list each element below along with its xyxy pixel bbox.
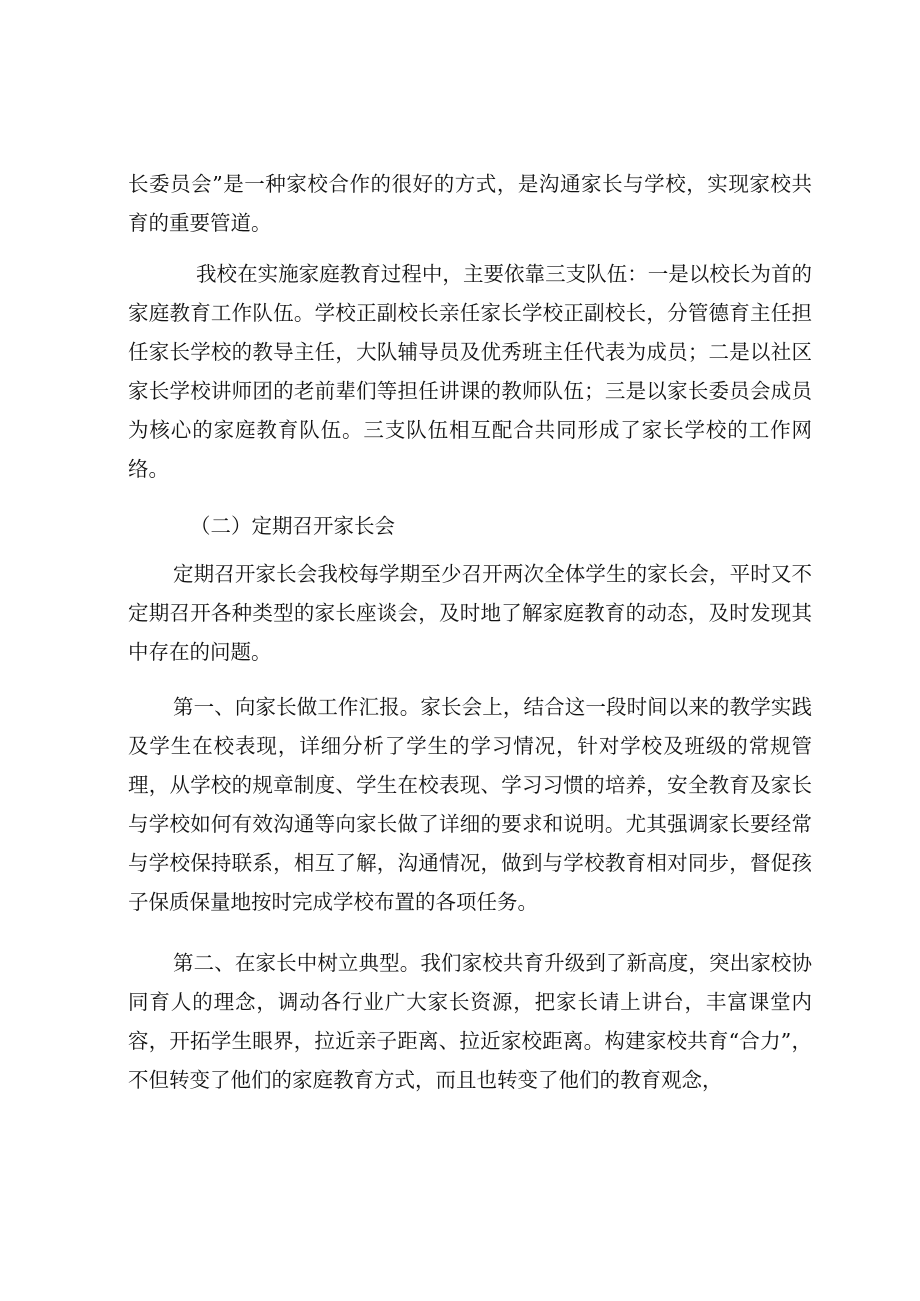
paragraph-role-models: 第二、在家长中树立典型。我们家校共育升级到了新高度，突出家校协同育人的理念，调动各行业广大家长资源，把家长请上讲台，丰富课堂内容，开拓学生眼界，拉近亲子距离、拉近家校距离。构建家校共育“合力”，不但转变了他们的家庭教育方式，而且也转变了他们的教育观念，: [128, 951, 812, 1092]
section-heading-parent-meetings: （二）定期召开家长会: [190, 514, 395, 538]
paragraph-three-teams: 我校在实施家庭教育过程中，主要依靠三支队伍：一是以校长为首的家庭教育工作队伍。学校正副校长亲任家长学校正副校长，分管德育主任担任家长学校的教导主任，大队辅导员及优秀班主任代表为成员；二是以社区家长学校讲师团的老前辈们等担任讲课的教师队伍；三是以家长委员会成员为核心的家庭教育队伍。三支队伍相互配合共同形成了家长学校的工作网络。: [128, 262, 812, 481]
paragraph-work-report: 第一、向家长做工作汇报。家长会上，结合这一段时间以来的教学实践及学生在校表现，详细分析了学生的学习情况，针对学校及班级的常规管理，从学校的规章制度、学生在校表现、学习习惯的培养，安全教育及家长与学校如何有效沟通等向家长做了详细的要求和说明。尤其强调家长要经常与学校保持联系，相互了解，沟通情况，做到与学校教育相对同步，督促孩子保质保量地按时完成学校布置的各项任务。: [128, 695, 812, 914]
paragraph-parent-meetings: 定期召开家长会我校每学期至少召开两次全体学生的家长会，平时又不定期召开各种类型的家长座谈会，及时地了解家庭教育的动态，及时发现其中存在的问题。: [128, 562, 812, 664]
paragraph-continuation: 长委员会”是一种家校合作的很好的方式，是沟通家长与学校，实现家校共育的重要管道。: [128, 172, 812, 235]
